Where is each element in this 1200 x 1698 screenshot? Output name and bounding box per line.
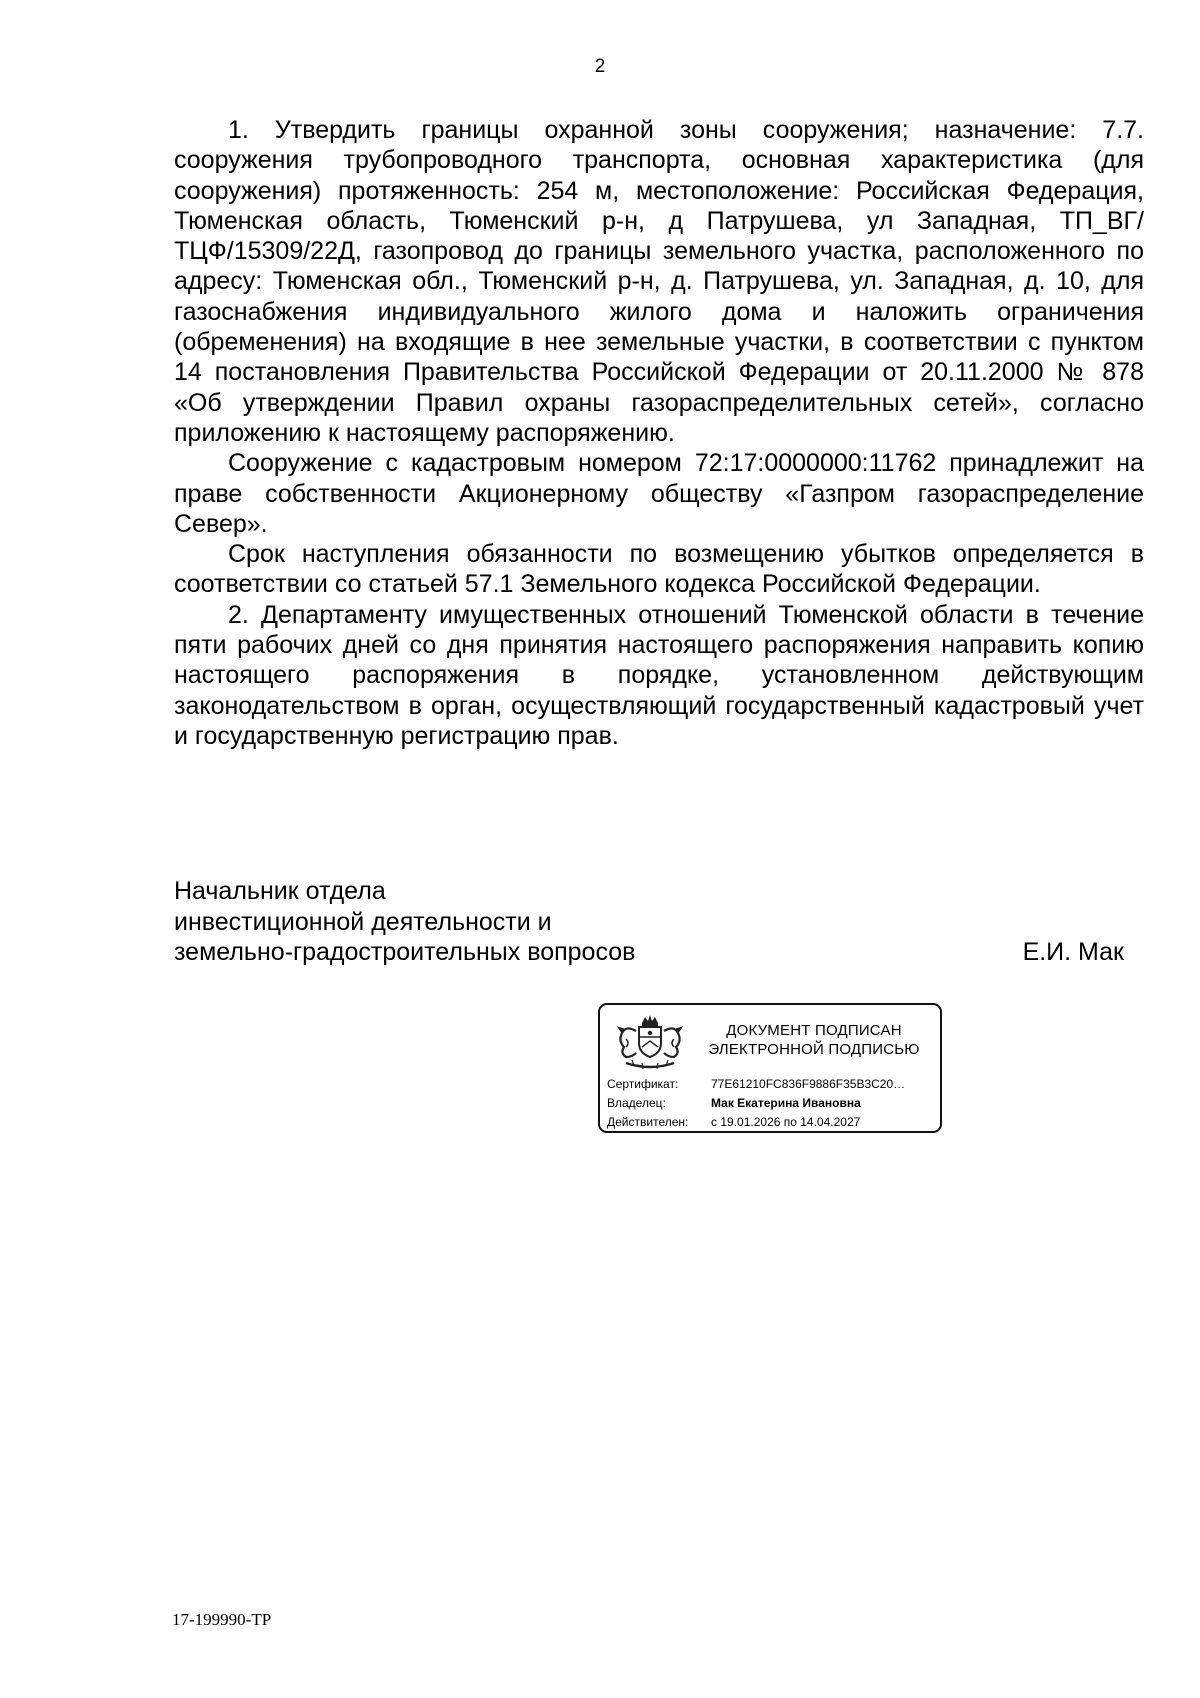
stamp-heading-line-2: ЭЛЕКТРОННОЙ ПОДПИСЬЮ (708, 1041, 920, 1058)
paragraph-2: Сооружение с кадастровым номером 72:17:0000000:11762 принадлежит на праве собственности Акционерному обществу «Газпром газораспределение Север». (174, 449, 1144, 538)
valid-value: с 19.01.2026 по 14.04.2027 (711, 1115, 861, 1129)
stamp-heading-line-1: ДОКУМЕНТ ПОДПИСАН (726, 1022, 902, 1039)
electronic-signature-stamp (598, 1003, 942, 1133)
paragraph-4: 2. Департаменту имущественных отношений Тюменской области в течение пяти рабочих дней со дня принятия настоящего распоряжения направить копию настоящего распоряжения в порядке, установленном действующим законодательством в орган, осуществляющий государственный кадастровый учет и государственную регистрацию прав. (174, 600, 1144, 750)
owner-label: Владелец: (607, 1096, 666, 1110)
owner-value: Мак Екатерина Ивановна (711, 1096, 861, 1110)
paragraph-1: 1. Утвердить границы охранной зоны сооружения; назначение: 7.7. сооружения трубопроводного транспорта, основная характеристика (для сооружения) протяженность: 254 м, местоположение: Российская Федерация, Тюменская область, Тюменский р-н, д Патрушева, ул Западная, ТП_ВГ/ТЦФ/15309/22Д, газопровод до границы земельного участка, расположенного по адресу: Тюменская обл., Тюменский р-н, д. Патрушева, ул. Западная, д. 10, для газоснабжения индивидуального жилого дома и наложить ограничения (обременения) на входящие в нее земельные участки, в соответствии с пунктом 14 постановления Правительства Российской Федерации от 20.11.2000 № 878 «Об утверждении Правил охраны газораспределительных сетей», согласно приложению к настоящему распоряжению. (174, 116, 1144, 447)
tyumen-coat-of-arms-icon (612, 1013, 688, 1075)
stamp-row-certificate (607, 1075, 937, 1094)
stamp-details (607, 1075, 937, 1132)
signoff-title-line-2: инвестиционной деятельности и (174, 907, 552, 936)
signoff-block (174, 876, 1124, 968)
signatory-name: Е.И. Мак (1022, 938, 1124, 966)
valid-label: Действителен: (607, 1115, 689, 1129)
page-number: 2 (594, 56, 606, 77)
stamp-row-owner (607, 1094, 937, 1113)
stamp-heading (696, 1021, 932, 1059)
stamp-row-valid (607, 1113, 937, 1132)
certificate-value: 77E61210FC836F9886F35B3C20… (711, 1077, 906, 1091)
signoff-title-line-3: земельно-градостроительных вопросов (174, 938, 636, 966)
signoff-title-line-1: Начальник отдела (174, 877, 386, 905)
document-body (174, 115, 1144, 751)
paragraph-3: Срок наступления обязанности по возмещению убытков определяется в соответствии со статьей 57.1 Земельного кодекса Российской Федерации. (174, 540, 1144, 599)
certificate-label: Сертификат: (607, 1077, 679, 1091)
document-code: 17-199990-ТР (172, 1610, 272, 1629)
